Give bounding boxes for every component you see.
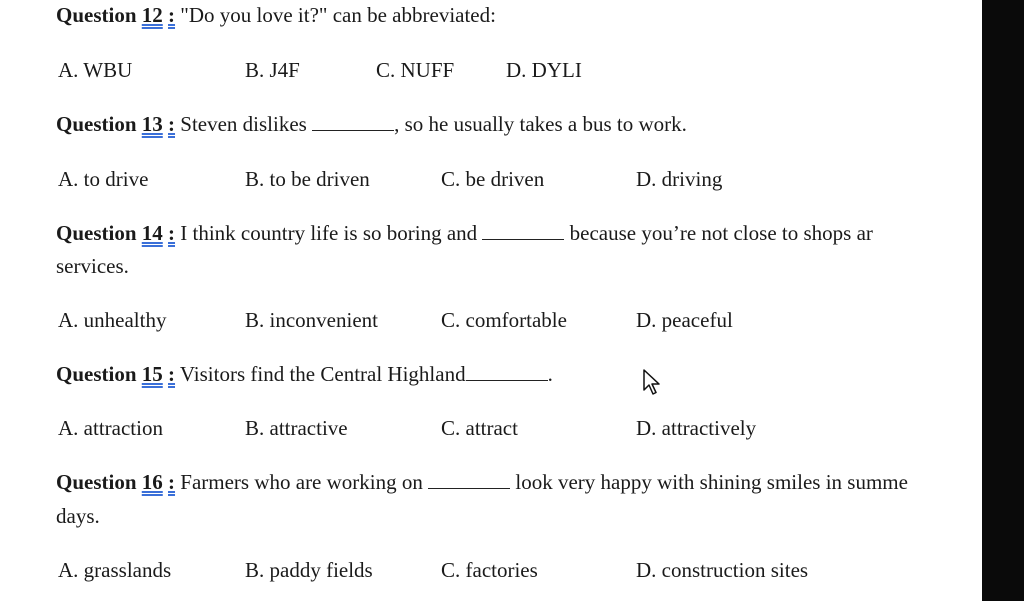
question-15-stem — [56, 361, 553, 387]
q14-option-a[interactable]: A. unhealthy — [58, 308, 167, 332]
q12-option-a[interactable]: A. WBU — [58, 58, 133, 82]
mouse-pointer-icon — [642, 368, 662, 396]
q14-option-d[interactable]: D. peaceful — [636, 308, 733, 332]
q12-option-b[interactable]: B. J4F — [245, 58, 300, 82]
question-label: Question — [56, 362, 137, 386]
question-colon: : — [168, 470, 176, 494]
question-text: "Do you love it?" can be abbreviated: — [180, 3, 496, 27]
question-14-continuation: services. — [56, 254, 129, 278]
question-colon: : — [168, 221, 176, 245]
question-colon: : — [168, 362, 176, 386]
side-black-bar — [982, 0, 1024, 601]
question-16-stem — [56, 469, 908, 495]
answer-blank — [312, 112, 394, 131]
question-13-stem — [56, 111, 687, 137]
question-text-before: Visitors find the Central Highland — [179, 362, 466, 386]
answer-blank — [466, 362, 548, 381]
question-text-after: look very happy with shining smiles in summe — [510, 470, 908, 494]
q13-option-d[interactable]: D. driving — [636, 167, 723, 191]
q15-option-a[interactable]: A. attraction — [58, 416, 163, 440]
q15-option-b[interactable]: B. attractive — [245, 416, 348, 440]
question-label: Question — [56, 470, 137, 494]
question-text-before: Steven dislikes — [180, 112, 313, 136]
question-number: 14 — [141, 221, 163, 245]
q16-option-a[interactable]: A. grasslands — [58, 558, 172, 582]
q13-option-b[interactable]: B. to be driven — [245, 167, 370, 191]
q14-option-c[interactable]: C. comfortable — [441, 308, 567, 332]
question-number: 13 — [141, 112, 163, 136]
question-label: Question — [56, 112, 137, 136]
question-14-stem — [56, 220, 873, 246]
answer-blank — [428, 470, 510, 489]
q14-option-b[interactable]: B. inconvenient — [245, 308, 378, 332]
q16-option-c[interactable]: C. factories — [441, 558, 538, 582]
q15-option-d[interactable]: D. attractively — [636, 416, 757, 440]
question-colon: : — [168, 3, 176, 27]
question-text-before: I think country life is so boring and — [180, 221, 483, 245]
question-colon: : — [168, 112, 176, 136]
question-12-stem — [56, 2, 496, 28]
q12-option-c[interactable]: C. NUFF — [376, 58, 455, 82]
answer-blank — [482, 221, 564, 240]
q16-option-b[interactable]: B. paddy fields — [245, 558, 373, 582]
q12-option-d[interactable]: D. DYLI — [506, 58, 582, 82]
question-text-after: because you’re not close to shops ar — [564, 221, 873, 245]
question-text-after: . — [547, 362, 553, 386]
q13-option-c[interactable]: C. be driven — [441, 167, 545, 191]
q16-option-d[interactable]: D. construction sites — [636, 558, 809, 582]
question-number: 15 — [141, 362, 163, 386]
question-text-before: Farmers who are working on — [180, 470, 429, 494]
question-number: 16 — [141, 470, 163, 494]
q13-option-a[interactable]: A. to drive — [58, 167, 149, 191]
question-label: Question — [56, 221, 137, 245]
question-16-continuation: days. — [56, 504, 100, 528]
question-number: 12 — [141, 3, 163, 27]
question-text-after: , so he usually takes a bus to work. — [394, 112, 687, 136]
question-label: Question — [56, 3, 137, 27]
q15-option-c[interactable]: C. attract — [441, 416, 518, 440]
